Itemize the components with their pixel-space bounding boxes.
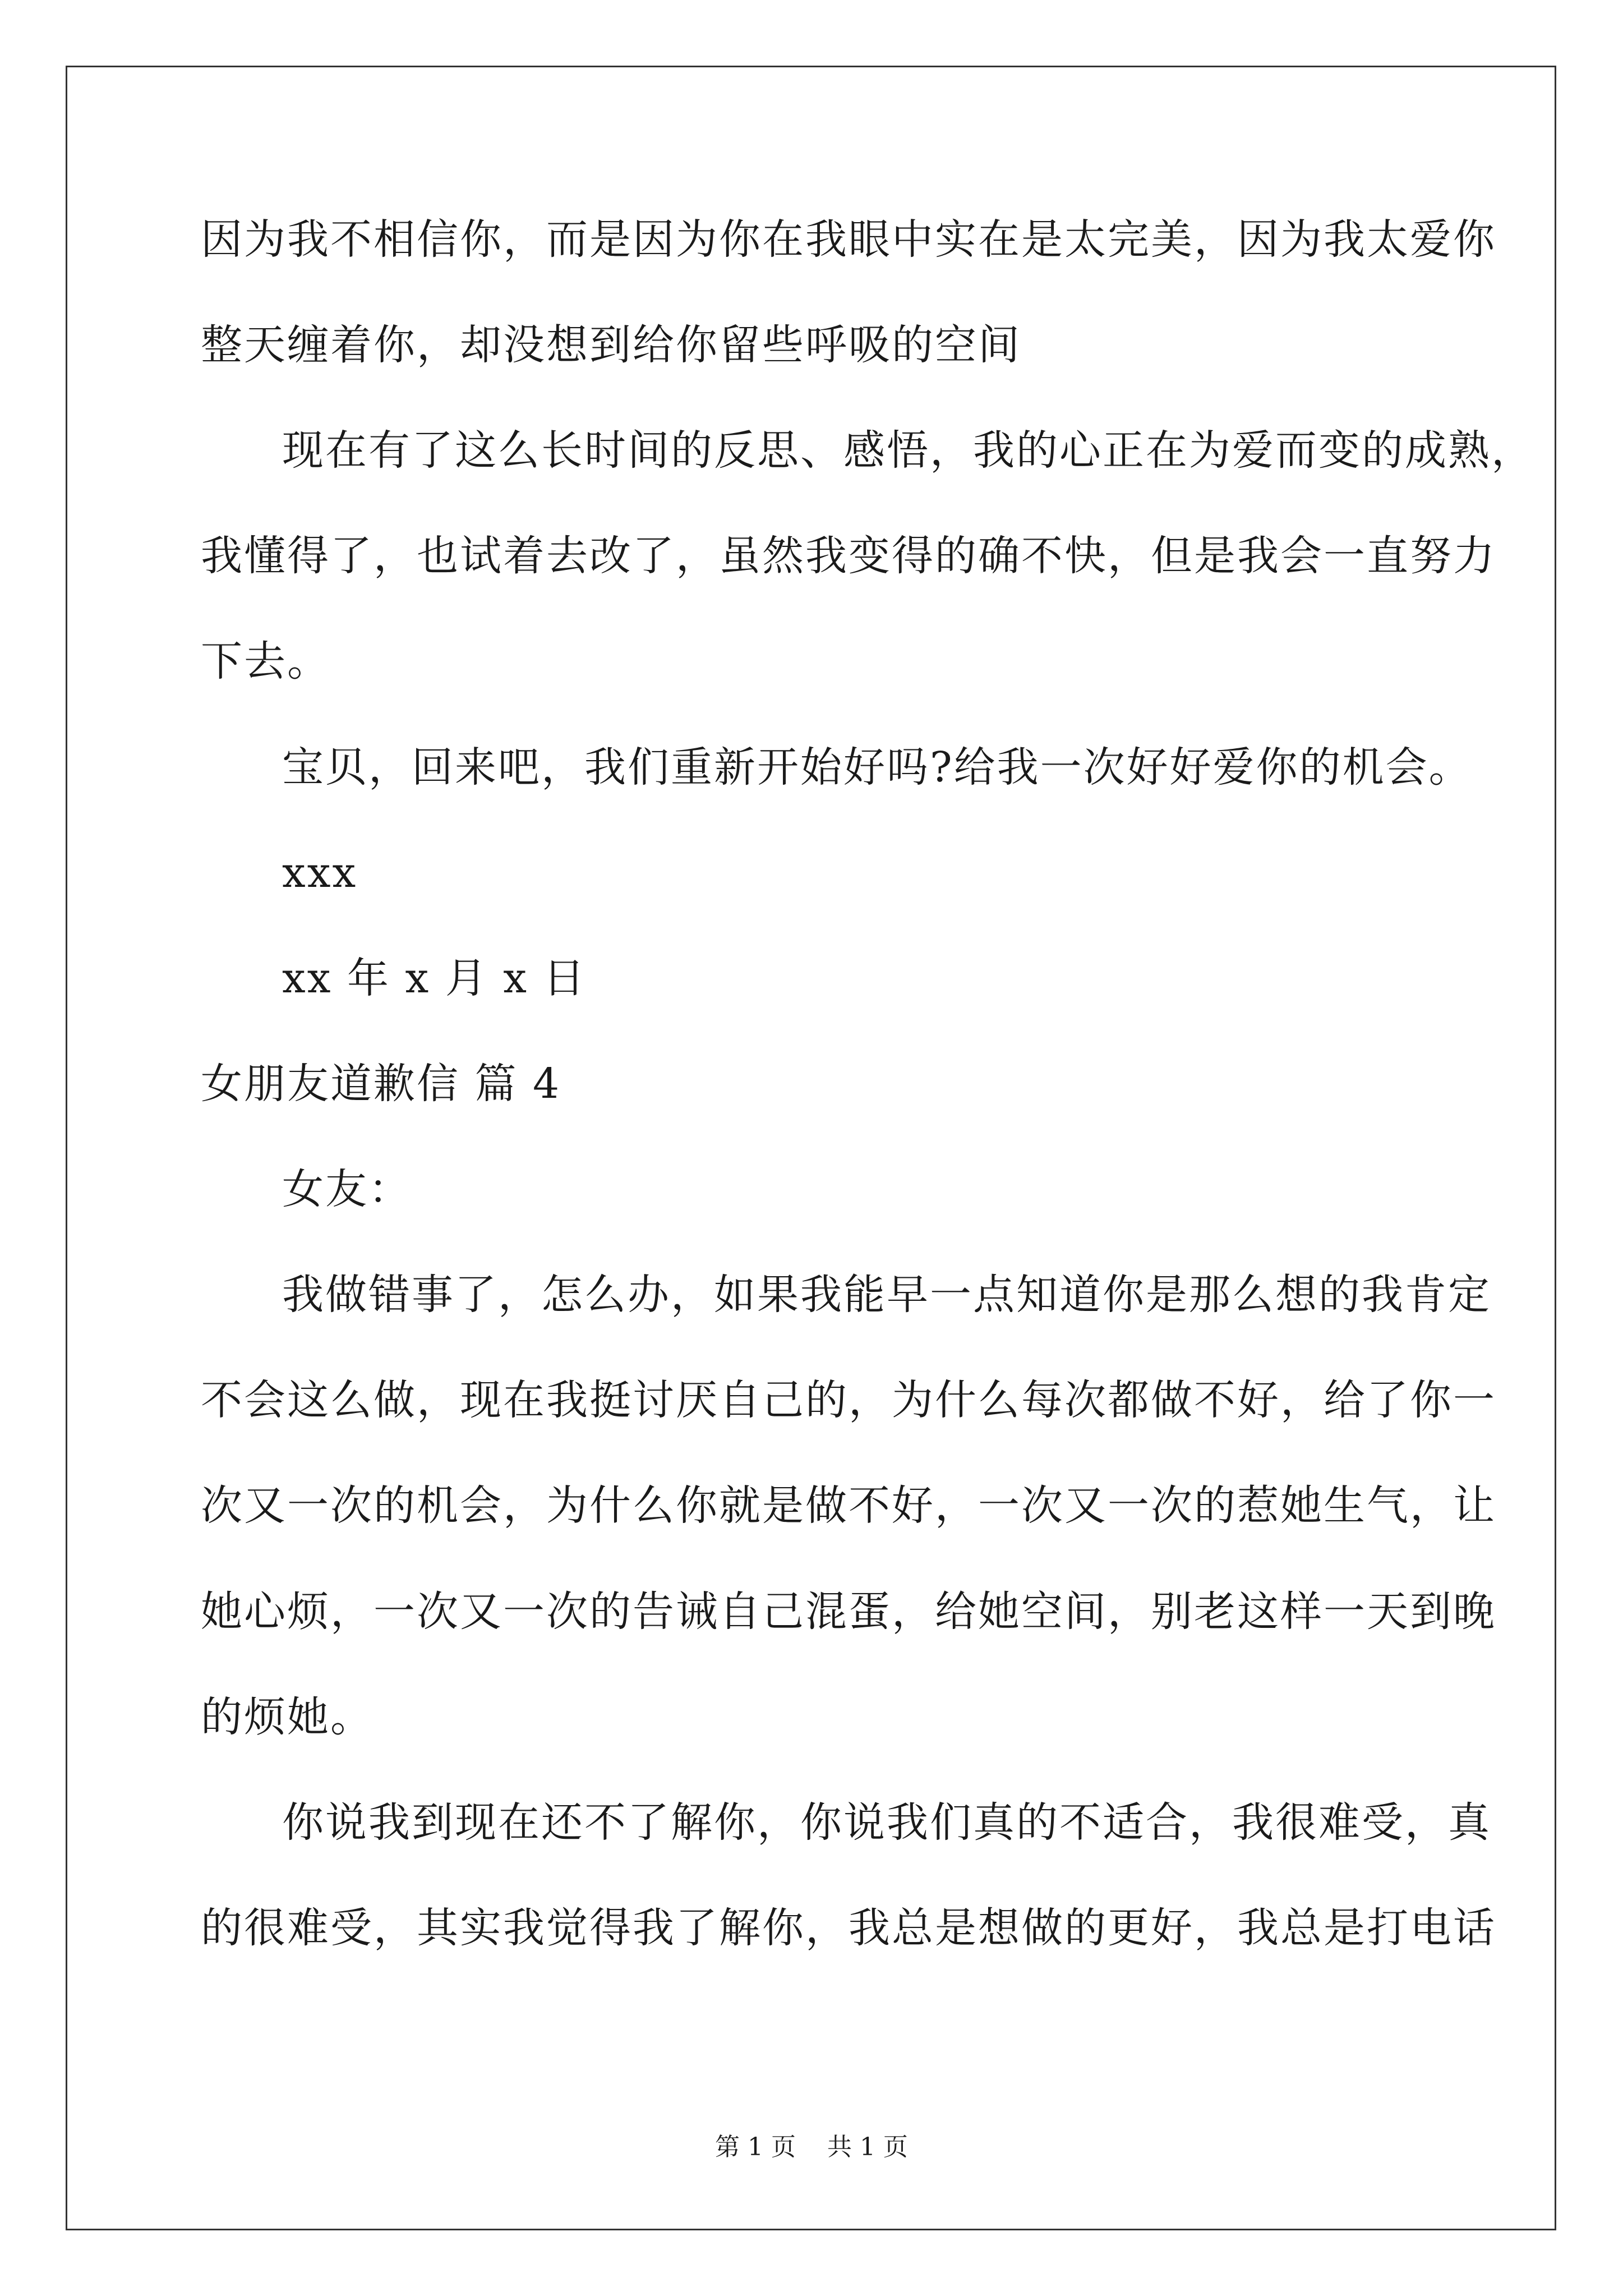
body-line: 她心烦，一次又一次的告诫自己混蛋，给她空间，别老这样一天到晚: [201, 1588, 1496, 1636]
salutation: 女友：: [282, 1165, 412, 1213]
body-line: 的很难受，其实我觉得我了解你，我总是想做的更好，我总是打电话: [201, 1904, 1496, 1952]
body-line: 我懂得了，也试着去改了，虽然我变得的确不快，但是我会一直努力: [201, 532, 1496, 580]
body-line: 的烦她。: [201, 1693, 374, 1741]
section-heading: 女朋友道歉信 篇 4: [201, 1060, 561, 1108]
signature: xxx: [282, 849, 358, 897]
body-line: 因为我不相信你，而是因为你在我眼中实在是太完美，因为我太爱你: [201, 215, 1496, 264]
body-line: 宝贝，回来吧，我们重新开始好吗?给我一次好好爱你的机会。: [282, 743, 1472, 792]
page-footer: 第 1 页 共 1 页: [715, 2133, 908, 2161]
body-line: 次又一次的机会，为什么你就是做不好，一次又一次的惹她生气，让: [201, 1481, 1496, 1530]
date-line: xx 年 x 月 x 日: [282, 954, 587, 1002]
body-line: 我做错事了，怎么办，如果我能早一点知道你是那么想的我肯定: [282, 1271, 1491, 1319]
body-line: 不会这么做，现在我挺讨厌自己的，为什么每次都做不好，给了你一: [201, 1376, 1496, 1424]
body-line: 下去。: [201, 637, 330, 685]
body-line: 你说我到现在还不了解你，你说我们真的不适合，我很难受，真: [282, 1798, 1491, 1847]
body-line: 整天缠着你，却没想到给你留些呼吸的空间: [201, 321, 1021, 369]
body-line: 现在有了这么长时间的反思、感悟，我的心正在为爱而变的成熟，: [282, 426, 1534, 475]
